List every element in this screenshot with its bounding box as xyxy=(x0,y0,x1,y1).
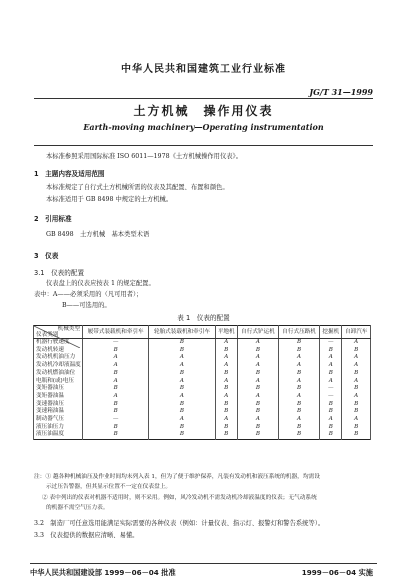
instrument-name-cell: 变速箱油温 xyxy=(34,408,83,416)
section-3-1-para-1: 仪表盘上的仪表应按表 1 的规定配置。 xyxy=(46,280,155,287)
config-value-cell: — xyxy=(83,416,149,424)
config-value-cell: B xyxy=(215,347,237,355)
table-row xyxy=(34,378,371,386)
instrument-name-cell: 发动机机油压力 xyxy=(34,354,83,362)
column-header: 自行式铲运机 xyxy=(237,326,278,339)
section-3-1-para-2: 表中：A——必须采用的（凡可用者）； xyxy=(34,291,143,298)
config-value-cell: A xyxy=(237,362,278,370)
config-value-cell: B xyxy=(342,347,371,355)
config-value-cell: B xyxy=(320,408,342,416)
note-1-line-2: 示过压告警器，但其显示位置不一定在仪表盘上。 xyxy=(46,484,172,490)
config-value-cell: A xyxy=(215,362,237,370)
config-value-cell: B xyxy=(342,431,371,439)
corner-top-label: 机械类型 xyxy=(57,326,80,332)
header-divider xyxy=(34,98,373,99)
config-value-cell: B xyxy=(83,347,149,355)
table-row xyxy=(34,385,371,393)
config-value-cell: B xyxy=(83,401,149,409)
section-3-heading: 3 仪表 xyxy=(34,252,59,260)
config-value-cell: A xyxy=(83,393,149,401)
config-value-cell: B xyxy=(215,408,237,416)
config-value-cell: A xyxy=(149,416,215,424)
config-value-cell: A xyxy=(83,362,149,370)
section-1-heading: 1 主题内容及适用范围 xyxy=(34,170,105,178)
config-value-cell: B xyxy=(237,424,278,432)
config-value-cell: A xyxy=(320,416,342,424)
publisher-title: 中华人民共和国建筑工业行业标准 xyxy=(121,64,286,75)
config-value-cell: A xyxy=(342,378,371,386)
section-3-1-para-3: B——可选用的。 xyxy=(62,302,111,309)
config-value-cell: B xyxy=(149,424,215,432)
config-value-cell: B xyxy=(320,347,342,355)
config-value-cell: B xyxy=(320,401,342,409)
section-1-para-2: 本标准适用于 GB 8498 中规定的土方机械。 xyxy=(46,196,173,203)
config-value-cell: B xyxy=(342,401,371,409)
column-header: 自行式压路机 xyxy=(279,326,320,339)
config-value-cell: A xyxy=(149,354,215,362)
config-value-cell: B xyxy=(237,401,278,409)
intro-paragraph: 本标准参照采用国际标准 ISO 6011—1978《土方机械操作用仪表》。 xyxy=(46,153,242,160)
note-2-line-2: 的机器不需空气压力表。 xyxy=(46,505,109,511)
table-row xyxy=(34,416,371,424)
instrument-name-cell: 电瓶和(或)电压 xyxy=(34,378,83,386)
config-value-cell: B xyxy=(279,431,320,439)
config-value-cell: A xyxy=(320,354,342,362)
instrument-name-cell: 发动机转速 xyxy=(34,347,83,355)
config-value-cell: B xyxy=(149,370,215,378)
table-row xyxy=(34,370,371,378)
config-value-cell: A xyxy=(237,378,278,386)
column-header: 平地机 xyxy=(215,326,237,339)
config-value-cell: B xyxy=(237,347,278,355)
instrument-name-cell: 制动器气压 xyxy=(34,416,83,424)
config-value-cell: B xyxy=(237,385,278,393)
document-title-en: Earth-moving machinery—Operating instrumentation xyxy=(83,122,324,132)
config-value-cell: A xyxy=(237,393,278,401)
table-caption: 表 1 仪表的配置 xyxy=(177,314,230,322)
config-value-cell: B xyxy=(237,408,278,416)
table-header-row xyxy=(34,326,371,339)
table-row xyxy=(34,354,371,362)
config-value-cell: B xyxy=(279,424,320,432)
table-row xyxy=(34,424,371,432)
instrument-name-cell: 发动机燃油油位 xyxy=(34,370,83,378)
config-value-cell: B xyxy=(237,431,278,439)
column-header: 自卸汽车 xyxy=(342,326,371,339)
section-3-2-paragraph: 3.2 制造厂可任意选用能满足实际需要的各种仪表（例如：计量仪表、指示灯、报警灯和警告系统等）。 xyxy=(34,520,325,527)
config-value-cell: A xyxy=(83,354,149,362)
title-divider xyxy=(34,145,373,146)
config-value-cell: B xyxy=(320,370,342,378)
config-value-cell: A xyxy=(342,362,371,370)
table-row xyxy=(34,401,371,409)
config-value-cell: A xyxy=(320,378,342,386)
instrument-name-cell: 液压油压力 xyxy=(34,424,83,432)
column-header: 履带式装载机和牵引车 xyxy=(83,326,149,339)
config-value-cell: — xyxy=(320,385,342,393)
config-value-cell: A xyxy=(279,378,320,386)
note-1-line-1: 注：① 越各种机械油压及作业时间均未列入表 1，但为了便于维护保养，凡装有发动机和液压系统的机器，均需设 xyxy=(34,474,320,480)
column-header: 挖掘机 xyxy=(320,326,342,339)
config-value-cell: B xyxy=(279,385,320,393)
config-value-cell: B xyxy=(215,431,237,439)
config-value-cell: B xyxy=(342,424,371,432)
config-value-cell: A xyxy=(149,378,215,386)
config-value-cell: B xyxy=(342,370,371,378)
config-value-cell: A xyxy=(279,416,320,424)
instrument-name-cell: 变矩器油压 xyxy=(34,385,83,393)
config-value-cell: B xyxy=(215,401,237,409)
config-value-cell: A xyxy=(342,393,371,401)
config-value-cell: B xyxy=(149,401,215,409)
config-value-cell: — xyxy=(320,393,342,401)
config-value-cell: B xyxy=(320,431,342,439)
document-title: 土方机械 操作用仪表 xyxy=(133,104,274,118)
section-3-3-paragraph: 3.3 仪表提供的数据应清晰、易懂。 xyxy=(34,532,139,539)
config-value-cell: A xyxy=(342,354,371,362)
config-value-cell: B xyxy=(279,339,320,347)
config-value-cell: B xyxy=(237,370,278,378)
approval-line: 中华人民共和国建设部 1999－06－04 批准 xyxy=(30,568,176,577)
column-header: 轮胎式装载机和牵引车 xyxy=(149,326,215,339)
instrument-name-cell: 机器行驶速度 xyxy=(34,339,83,347)
section-2-heading: 2 引用标准 xyxy=(34,215,72,223)
config-value-cell: A xyxy=(237,339,278,347)
config-value-cell: B xyxy=(83,385,149,393)
table-row xyxy=(34,362,371,370)
config-value-cell: B xyxy=(320,424,342,432)
corner-bottom-label: 仪表类别 xyxy=(36,331,59,338)
config-value-cell: B xyxy=(279,370,320,378)
config-value-cell: A xyxy=(149,362,215,370)
implementation-date: 1999－06－04 实施 xyxy=(301,568,373,577)
table-row xyxy=(34,431,371,439)
config-value-cell: A xyxy=(279,362,320,370)
instrument-name-cell: 变速器油压 xyxy=(34,401,83,409)
config-value-cell: B xyxy=(215,424,237,432)
config-value-cell: A xyxy=(215,393,237,401)
standard-number: JG/T 31—1999 xyxy=(309,87,373,97)
section-3-1-heading: 3.1 仪表的配置 xyxy=(34,269,85,277)
config-value-cell: A xyxy=(342,416,371,424)
table-row xyxy=(34,408,371,416)
instrument-name-cell: 发动机冷却液温度 xyxy=(34,362,83,370)
instrument-name-cell: 变矩器油温 xyxy=(34,393,83,401)
config-value-cell: B xyxy=(279,401,320,409)
footer-divider xyxy=(30,563,377,564)
table-corner-cell xyxy=(34,326,83,339)
config-value-cell: B xyxy=(83,408,149,416)
config-value-cell: B xyxy=(149,408,215,416)
config-value-cell: B xyxy=(279,347,320,355)
config-value-cell: — xyxy=(320,339,342,347)
table-row xyxy=(34,393,371,401)
config-value-cell: A xyxy=(215,378,237,386)
config-value-cell: A xyxy=(279,354,320,362)
config-value-cell: A xyxy=(279,393,320,401)
config-value-cell: B xyxy=(279,408,320,416)
config-value-cell: A xyxy=(237,354,278,362)
config-value-cell: A xyxy=(320,362,342,370)
config-value-cell: B xyxy=(342,385,371,393)
config-value-cell: A xyxy=(149,393,215,401)
config-value-cell: A xyxy=(237,416,278,424)
config-value-cell: B xyxy=(83,370,149,378)
config-value-cell: — xyxy=(83,339,149,347)
config-value-cell: B xyxy=(149,385,215,393)
table-row xyxy=(34,339,371,347)
config-value-cell: B xyxy=(83,424,149,432)
config-value-cell: A xyxy=(215,416,237,424)
config-value-cell: B xyxy=(342,408,371,416)
section-1-para-1: 本标准规定了自行式土方机械所需的仪表及其配置、布置和颜色。 xyxy=(46,184,229,191)
note-2-line-1: ② 表中列出的仪表对机器不适用时，则不采用。例如，风冷发动机不需发动机冷却液温度的仪表；无气动系统 xyxy=(42,495,317,501)
config-value-cell: B xyxy=(149,431,215,439)
instrument-name-cell: 液压油温度 xyxy=(34,431,83,439)
config-value-cell: B xyxy=(149,347,215,355)
config-value-cell: B xyxy=(215,385,237,393)
config-value-cell: B xyxy=(149,339,215,347)
table-row xyxy=(34,347,371,355)
config-value-cell: A xyxy=(215,339,237,347)
config-value-cell: A xyxy=(83,378,149,386)
config-value-cell: B xyxy=(215,370,237,378)
config-value-cell: B xyxy=(83,431,149,439)
config-value-cell: A xyxy=(342,339,371,347)
section-2-para-1: GB 8498 土方机械 基本类型术语 xyxy=(46,231,150,238)
instrument-config-table xyxy=(33,325,371,440)
config-value-cell: A xyxy=(215,354,237,362)
